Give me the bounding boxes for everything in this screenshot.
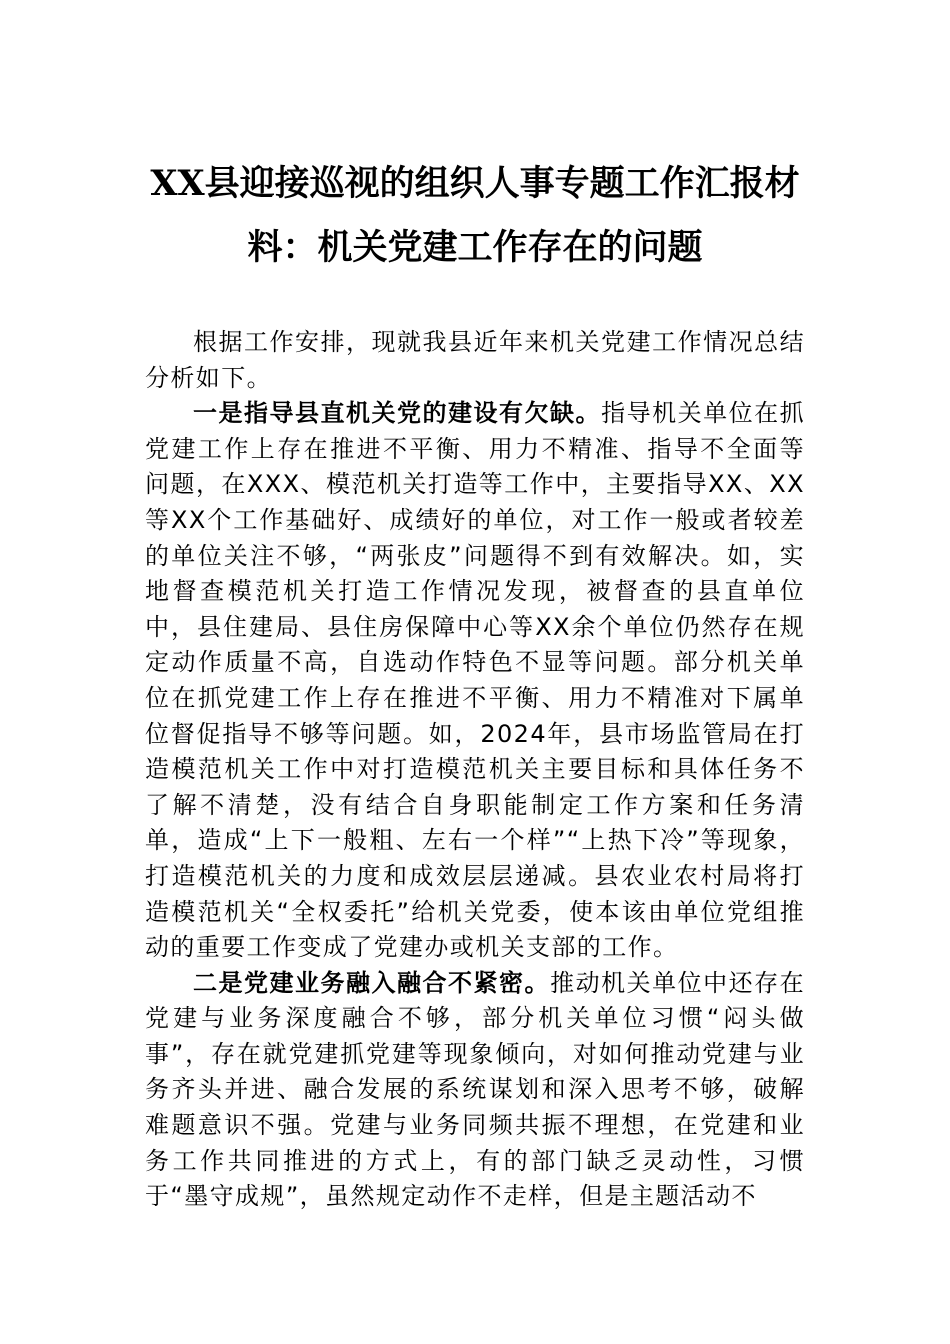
document-title bbox=[140, 152, 810, 280]
section-2-text: 推动机关单位中还存在党建与业务深度融合不够，部分机关单位习惯“闷头做事”，存在就党建抓党建等现象倾向，对如何推动党建与业务齐头并进、融合发展的系统谋划和深入思考不够，破解难题意识不强。党建与业务同频共振不理想，在党建和业务工作共同推进的方式上，有的部门缺乏灵动性，习惯于“墨守成规”，虽然规定动作不走样，但是主题活动不 bbox=[145, 968, 805, 1211]
section-paragraph-2 bbox=[145, 966, 805, 1215]
document-body bbox=[145, 325, 805, 1215]
title-line-2: 料：机关党建工作存在的问题 bbox=[247, 227, 703, 268]
title-line-1: XX县迎接巡视的组织人事专题工作汇报材 bbox=[150, 163, 800, 204]
section-paragraph-1 bbox=[145, 396, 805, 966]
section-1-lead: 一是指导县直机关党的建设有欠缺。 bbox=[193, 399, 602, 428]
section-1-text: 指导机关单位在抓党建工作上存在推进不平衡、用力不精准、指导不全面等问题，在XXX、模范机关打造等工作中，主要指导XX、XX等XX个工作基础好、成绩好的单位，对工作一般或者较差的单位关注不够，“两张皮”问题得不到有效解决。如，实地督查模范机关打造工作情况发现，被督查的县直单位中，县住建局、县住房保障中心等XX余个单位仍然存在规定动作质量不高，自选动作特色不显等问题。部分机关单位在抓党建工作上存在推进不平衡、用力不精准对下属单位督促指导不够等问题。如，2024年，县市场监管局在打造模范机关工作中对打造模范机关主要目标和具体任务不了解不清楚，没有结合自身职能制定工作方案和任务清单，造成“上下一般粗、左右一个样”“上热下冷”等现象，打造模范机关的力度和成效层层递减。县农业农村局将打造模范机关“全权委托”给机关党委，使本该由单位党组推动的重要工作变成了党建办或机关支部的工作。 bbox=[145, 399, 805, 962]
section-2-lead: 二是党建业务融入融合不紧密。 bbox=[193, 968, 551, 997]
intro-paragraph: 根据工作安排，现就我县近年来机关党建工作情况总结分析如下。 bbox=[145, 328, 805, 392]
